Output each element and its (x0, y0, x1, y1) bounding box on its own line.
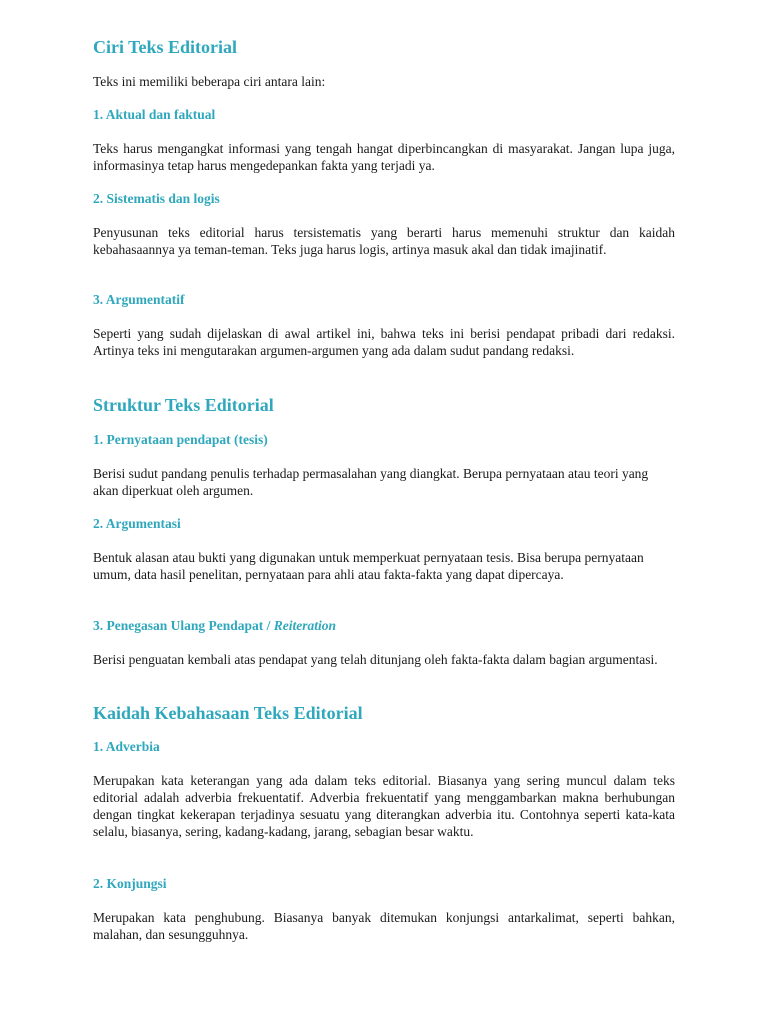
ciri-item-title-3: 3. Argumentatif (93, 292, 185, 307)
struktur-item-text-1: Berisi sudut pandang penulis terhadap permasalahan yang diangkat. Berupa pernyataan atau teori yang akan diperkuat oleh argumen. (93, 466, 649, 498)
kaidah-item-title-2: 2. Konjungsi (93, 876, 167, 891)
ciri-item-title-1: 1. Aktual dan faktual (93, 107, 216, 122)
heading-kaidah: Kaidah Kebahasaan Teks Editorial (93, 703, 363, 723)
kaidah-item-text-1: Merupakan kata keterangan yang ada dalam teks editorial. Biasanya yang sering muncul dalam teks editorial adalah adverbia frekuentatif. Adverbia frekuentatif yang menggambarkan makna berhubungan dengan tingkat kekerapan terjadinya sesuatu yang diterangkan adverbia itu. Contohnya seperti kata-kata selalu, biasanya, sering, kadang-kadang, jarang, sebagian besar waktu. (93, 773, 675, 839)
struktur-item-title-3 (93, 618, 675, 634)
struktur-item-title-1: 1. Pernyataan pendapat (tesis) (93, 432, 268, 447)
ciri-item-text-2: Penyusunan teks editorial harus tersistematis yang berarti harus memenuhi struktur dan kaidah kebahasaannya ya teman-teman. Teks juga harus logis, artinya masuk akal dan tidak imajinatif. (93, 225, 675, 257)
heading-ciri: Ciri Teks Editorial (93, 37, 238, 57)
kaidah-item-title-1: 1. Adverbia (93, 739, 160, 754)
struktur-item-title-3-italic: Reiteration (273, 618, 337, 633)
struktur-item-title-3-text: 3. Penegasan Ulang Pendapat / (93, 618, 271, 633)
kaidah-item-text-2: Merupakan kata penghubung. Biasanya banyak ditemukan konjungsi antarkalimat, seperti bahkan, malahan, dan sesungguhnya. (93, 910, 675, 942)
ciri-item-text-3: Seperti yang sudah dijelaskan di awal artikel ini, bahwa teks ini berisi pendapat pribadi dari redaksi. Artinya teks ini mengutarakan argumen-argumen yang ada dalam sudut pandang redaksi. (93, 326, 675, 358)
struktur-item-text-3: Berisi penguatan kembali atas pendapat yang telah ditunjang oleh fakta-fakta dalam bagian argumentasi. (93, 652, 658, 667)
ciri-item-text-1: Teks harus mengangkat informasi yang tengah hangat diperbincangkan di masyarakat. Jangan lupa juga, informasinya tetap harus mengedepankan fakta yang terjadi ya. (93, 141, 675, 173)
struktur-item-text-2: Bentuk alasan atau bukti yang digunakan untuk memperkuat pernyataan tesis. Bisa berupa pernyataan umum, data hasil penelitan, pernyataan para ahli atau fakta-fakta yang dapat dipercaya. (93, 550, 644, 582)
ciri-intro: Teks ini memiliki beberapa ciri antara lain: (93, 74, 326, 89)
struktur-item-title-2: 2. Argumentasi (93, 516, 181, 531)
heading-struktur: Struktur Teks Editorial (93, 395, 274, 415)
ciri-item-title-2: 2. Sistematis dan logis (93, 191, 220, 206)
